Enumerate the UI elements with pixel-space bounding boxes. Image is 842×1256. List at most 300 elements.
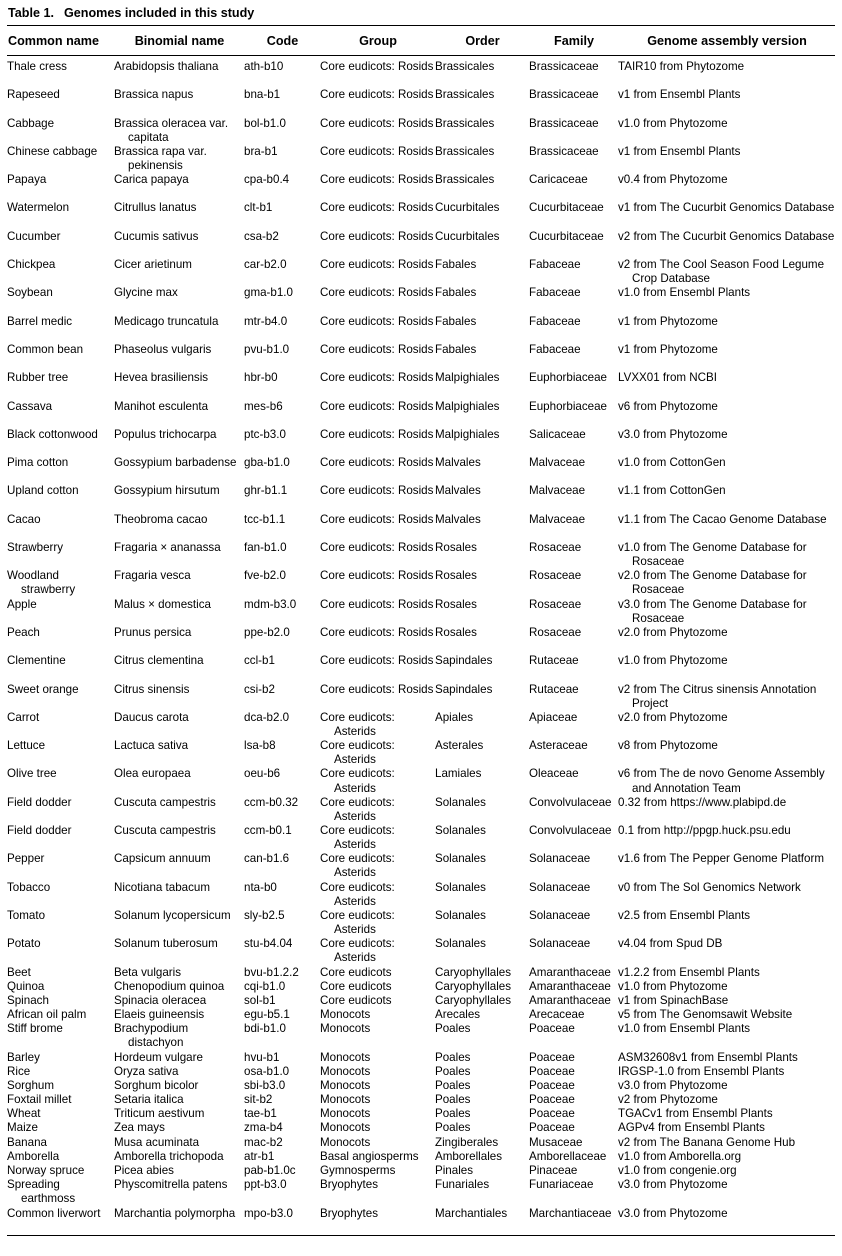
code-cell	[244, 1022, 320, 1050]
table-row	[7, 711, 835, 739]
order-cell	[435, 824, 529, 852]
binomial-name-cell	[114, 966, 244, 980]
binomial-name-cell	[114, 937, 244, 965]
group-cell-text: Core eudicots: Rosids	[320, 314, 434, 328]
order-cell	[435, 1022, 529, 1050]
assembly-version-cell-text: ASM32608v1 from Ensembl Plants	[618, 1050, 798, 1064]
common-name-cell	[7, 654, 114, 682]
common-name-cell	[7, 56, 114, 89]
order-cell-text: Solanales	[435, 880, 486, 894]
assembly-version-cell-text: v3.0 from Phytozome	[618, 1078, 728, 1092]
common-name-cell-text: Sorghum	[7, 1078, 55, 1092]
family-cell-text: Caricaceae	[529, 173, 588, 187]
common-name-cell-text: Strawberry	[7, 541, 64, 555]
group-cell-text: Core eudicots: Rosids	[320, 342, 434, 356]
family-cell-text: Poaceae	[529, 1050, 575, 1064]
order-cell	[435, 626, 529, 654]
common-name-cell-text: Peach	[7, 625, 40, 639]
group-cell-text: Core eudicots	[320, 993, 392, 1007]
group-cell-text: Monocots	[320, 1107, 371, 1121]
binomial-name-cell-text: Cuscuta campestris	[114, 824, 216, 838]
family-cell-text: Asteraceae	[529, 739, 588, 753]
family-cell-text: Poaceae	[529, 1093, 575, 1107]
group-cell-text: Core eudicots: Rosids	[320, 201, 434, 215]
code-cell-text: mes-b6	[244, 399, 283, 413]
code-cell-text: sbi-b3.0	[244, 1078, 286, 1092]
family-cell-text: Marchantiaceae	[529, 1206, 612, 1220]
assembly-version-cell-text: v1.0 from CottonGen	[618, 456, 726, 470]
common-name-cell-text: Barrel medic	[7, 314, 73, 328]
code-cell-text: bol-b1.0	[244, 116, 286, 130]
group-cell	[320, 117, 435, 145]
code-cell	[244, 881, 320, 909]
common-name-cell	[7, 400, 114, 428]
group-cell	[320, 428, 435, 456]
order-cell-text: Malvales	[435, 456, 481, 470]
family-cell	[529, 1008, 618, 1022]
common-name-cell	[7, 230, 114, 258]
order-cell-text: Rosales	[435, 597, 477, 611]
family-cell	[529, 1079, 618, 1093]
common-name-cell	[7, 286, 114, 314]
family-cell-text: Musaceae	[529, 1135, 583, 1149]
code-cell	[244, 1150, 320, 1164]
family-cell-text: Amaranthaceae	[529, 993, 611, 1007]
family-cell	[529, 1022, 618, 1050]
assembly-version-cell-text: v1.0 from Phytozome	[618, 979, 728, 993]
table-row	[7, 286, 835, 314]
table-row	[7, 852, 835, 880]
binomial-name-cell	[114, 654, 244, 682]
family-cell	[529, 824, 618, 852]
order-cell	[435, 881, 529, 909]
group-cell	[320, 966, 435, 980]
order-cell	[435, 258, 529, 286]
code-cell-text: gma-b1.0	[244, 286, 293, 300]
binomial-name-cell	[114, 201, 244, 229]
code-cell-text: hbr-b0	[244, 371, 278, 385]
table-row	[7, 569, 835, 597]
assembly-version-cell-text: v2.5 from Ensembl Plants	[618, 908, 751, 922]
group-cell-text: Core eudicots: Asterids	[320, 710, 395, 738]
code-cell	[244, 145, 320, 173]
group-cell	[320, 626, 435, 654]
family-cell	[529, 598, 618, 626]
assembly-version-cell-text: v8 from Phytozome	[618, 739, 718, 753]
family-cell-text: Arecaceae	[529, 1008, 585, 1022]
assembly-version-cell-text: v0 from The Sol Genomics Network	[618, 880, 801, 894]
family-cell	[529, 1107, 618, 1121]
code-cell-text: lsa-b8	[244, 739, 276, 753]
family-cell	[529, 173, 618, 201]
code-cell	[244, 258, 320, 286]
family-cell	[529, 966, 618, 980]
common-name-cell	[7, 1164, 114, 1178]
order-cell-text: Cucurbitales	[435, 229, 500, 243]
common-name-cell	[7, 909, 114, 937]
common-name-cell-text: Stiff brome	[7, 1022, 63, 1036]
assembly-version-cell	[618, 428, 835, 456]
table-caption	[8, 4, 835, 22]
binomial-name-cell	[114, 343, 244, 371]
group-cell-text: Monocots	[320, 1008, 371, 1022]
group-cell	[320, 1107, 435, 1121]
group-cell-text: Core eudicots: Rosids	[320, 569, 434, 583]
code-cell-text: fan-b1.0	[244, 541, 287, 555]
assembly-version-cell-text: LVXX01 from NCBI	[618, 371, 718, 385]
assembly-version-cell-text: v1.0 from Phytozome	[618, 654, 728, 668]
order-cell	[435, 1008, 529, 1022]
table-row	[7, 966, 835, 980]
assembly-version-cell-text: v1.0 from Amborella.org	[618, 1149, 742, 1163]
group-cell-text: Core eudicots: Rosids	[320, 144, 434, 158]
group-cell	[320, 541, 435, 569]
common-name-cell-text: Carrot	[7, 710, 40, 724]
group-cell-text: Gymnosperms	[320, 1164, 396, 1178]
table-row	[7, 654, 835, 682]
order-cell-text: Sapindales	[435, 682, 493, 696]
family-cell-text: Rutaceae	[529, 682, 579, 696]
family-cell	[529, 258, 618, 286]
binomial-name-cell	[114, 428, 244, 456]
family-cell	[529, 1136, 618, 1150]
common-name-cell-text: Spreading earthmoss	[7, 1178, 76, 1206]
order-cell-text: Poales	[435, 1050, 471, 1064]
order-cell-text: Amborellales	[435, 1149, 503, 1163]
common-name-cell	[7, 315, 114, 343]
group-cell	[320, 1121, 435, 1135]
common-name-cell-text: Wheat	[7, 1107, 41, 1121]
binomial-name-cell	[114, 909, 244, 937]
family-cell	[529, 1051, 618, 1065]
order-cell-text: Poales	[435, 1121, 471, 1135]
code-cell	[244, 541, 320, 569]
common-name-cell	[7, 484, 114, 512]
common-name-cell	[7, 881, 114, 909]
common-name-cell-text: Banana	[7, 1135, 47, 1149]
common-name-cell-text: Quinoa	[7, 979, 45, 993]
header-binomial-name: Binomial name	[134, 33, 225, 48]
binomial-name-cell	[114, 258, 244, 286]
binomial-name-cell-text: Lactuca sativa	[114, 739, 189, 753]
binomial-name-cell	[114, 484, 244, 512]
family-cell-text: Poaceae	[529, 1107, 575, 1121]
common-name-cell	[7, 767, 114, 795]
family-cell	[529, 343, 618, 371]
order-cell-text: Solanales	[435, 795, 486, 809]
assembly-version-cell	[618, 1207, 835, 1236]
group-cell	[320, 484, 435, 512]
code-cell-text: csa-b2	[244, 229, 279, 243]
code-cell-text: sit-b2	[244, 1093, 273, 1107]
binomial-name-cell	[114, 569, 244, 597]
family-cell-text: Solanaceae	[529, 908, 591, 922]
family-cell	[529, 315, 618, 343]
family-cell-text: Poaceae	[529, 1022, 575, 1036]
order-cell	[435, 541, 529, 569]
common-name-cell-text: Watermelon	[7, 201, 70, 215]
genomes-table	[7, 25, 835, 1236]
order-cell-text: Pinales	[435, 1164, 474, 1178]
assembly-version-cell-text: v0.4 from Phytozome	[618, 173, 728, 187]
order-cell	[435, 1107, 529, 1121]
binomial-name-cell	[114, 1079, 244, 1093]
order-cell-text: Malpighiales	[435, 399, 500, 413]
binomial-name-cell-text: Populus trichocarpa	[114, 427, 217, 441]
group-cell-text: Core eudicots: Rosids	[320, 399, 434, 413]
binomial-name-cell-text: Glycine max	[114, 286, 178, 300]
family-cell-text: Rosaceae	[529, 541, 582, 555]
binomial-name-cell	[114, 711, 244, 739]
group-cell-text: Bryophytes	[320, 1206, 378, 1220]
group-cell-text: Core eudicots: Asterids	[320, 937, 395, 965]
binomial-name-cell	[114, 117, 244, 145]
code-cell-text: bra-b1	[244, 144, 278, 158]
assembly-version-cell	[618, 683, 835, 711]
assembly-version-cell-text: TGACv1 from Ensembl Plants	[618, 1107, 773, 1121]
group-cell-text: Core eudicots: Rosids	[320, 654, 434, 668]
common-name-cell	[7, 541, 114, 569]
common-name-cell-text: Foxtail millet	[7, 1093, 72, 1107]
assembly-version-cell	[618, 1121, 835, 1135]
binomial-name-cell-text: Gossypium barbadense	[114, 456, 237, 470]
common-name-cell	[7, 173, 114, 201]
order-cell-text: Sapindales	[435, 654, 493, 668]
family-cell-text: Solanaceae	[529, 852, 591, 866]
binomial-name-cell	[114, 1121, 244, 1135]
order-cell	[435, 1121, 529, 1135]
binomial-name-cell	[114, 1107, 244, 1121]
binomial-name-cell	[114, 286, 244, 314]
group-cell-text: Core eudicots: Rosids	[320, 427, 434, 441]
header-code: Code	[266, 33, 299, 48]
assembly-version-cell-text: v6 from Phytozome	[618, 399, 718, 413]
assembly-version-cell-text: v1.0 from congenie.org	[618, 1164, 737, 1178]
table-row	[7, 371, 835, 399]
code-cell-text: hvu-b1	[244, 1050, 280, 1064]
code-cell-text: clt-b1	[244, 201, 273, 215]
assembly-version-cell	[618, 1107, 835, 1121]
binomial-name-cell-text: Beta vulgaris	[114, 965, 182, 979]
order-cell-text: Rosales	[435, 569, 477, 583]
family-cell-text: Amborellaceae	[529, 1149, 607, 1163]
assembly-version-cell-text: v1.0 from The Genome Database for Rosaceae	[618, 541, 807, 569]
binomial-name-cell	[114, 824, 244, 852]
order-cell	[435, 937, 529, 965]
binomial-name-cell	[114, 626, 244, 654]
code-cell	[244, 173, 320, 201]
common-name-cell-text: Upland cotton	[7, 484, 79, 498]
common-name-cell-text: Amborella	[7, 1149, 60, 1163]
common-name-cell	[7, 1093, 114, 1107]
order-cell	[435, 1065, 529, 1079]
code-cell-text: can-b1.6	[244, 852, 290, 866]
common-name-cell	[7, 88, 114, 116]
assembly-version-cell	[618, 739, 835, 767]
order-cell	[435, 1051, 529, 1065]
binomial-name-cell	[114, 1051, 244, 1065]
code-cell-text: pab-b1.0c	[244, 1164, 296, 1178]
order-cell-text: Lamiales	[435, 767, 482, 781]
common-name-cell	[7, 569, 114, 597]
assembly-version-cell	[618, 456, 835, 484]
assembly-version-cell	[618, 1150, 835, 1164]
group-cell-text: Core eudicots: Rosids	[320, 456, 434, 470]
order-cell-text: Poales	[435, 1064, 471, 1078]
group-cell	[320, 767, 435, 795]
table-title: Genomes included in this study	[63, 6, 255, 20]
code-cell-text: dca-b2.0	[244, 710, 290, 724]
table-row	[7, 739, 835, 767]
order-cell-text: Solanales	[435, 908, 486, 922]
group-cell	[320, 1150, 435, 1164]
common-name-cell-text: Cacao	[7, 512, 41, 526]
family-cell-text: Euphorbiaceae	[529, 371, 607, 385]
group-cell	[320, 980, 435, 994]
order-cell-text: Fabales	[435, 342, 477, 356]
common-name-cell	[7, 1065, 114, 1079]
code-cell-text: osa-b1.0	[244, 1064, 290, 1078]
code-cell-text: ppt-b3.0	[244, 1178, 287, 1192]
family-cell-text: Malvaceae	[529, 512, 586, 526]
order-cell	[435, 598, 529, 626]
common-name-cell	[7, 258, 114, 286]
order-cell-text: Rosales	[435, 541, 477, 555]
family-cell	[529, 937, 618, 965]
family-cell-text: Brassicaceae	[529, 116, 599, 130]
binomial-name-cell	[114, 56, 244, 89]
assembly-version-cell	[618, 796, 835, 824]
group-cell	[320, 145, 435, 173]
family-cell	[529, 456, 618, 484]
assembly-version-cell	[618, 994, 835, 1008]
assembly-version-cell	[618, 88, 835, 116]
binomial-name-cell	[114, 371, 244, 399]
table-row	[7, 1178, 835, 1206]
family-cell	[529, 1065, 618, 1079]
order-cell-text: Brassicales	[435, 144, 495, 158]
assembly-version-cell	[618, 513, 835, 541]
common-name-cell-text: Clementine	[7, 654, 66, 668]
group-cell-text: Core eudicots: Asterids	[320, 824, 395, 852]
family-cell	[529, 654, 618, 682]
table-row	[7, 201, 835, 229]
group-cell	[320, 456, 435, 484]
family-cell-text: Malvaceae	[529, 456, 586, 470]
group-cell	[320, 569, 435, 597]
family-cell-text: Poaceae	[529, 1121, 575, 1135]
header-family: Family	[554, 33, 594, 48]
order-cell	[435, 739, 529, 767]
common-name-cell-text: Lettuce	[7, 739, 46, 753]
code-cell	[244, 1008, 320, 1022]
assembly-version-cell-text: v1.2.2 from Ensembl Plants	[618, 965, 760, 979]
common-name-cell-text: Pepper	[7, 852, 45, 866]
common-name-cell-text: Rice	[7, 1064, 31, 1078]
order-cell	[435, 371, 529, 399]
code-cell	[244, 683, 320, 711]
family-cell-text: Brassicaceae	[529, 60, 599, 73]
family-cell	[529, 117, 618, 145]
assembly-version-cell	[618, 201, 835, 229]
binomial-name-cell-text: Citrullus lanatus	[114, 201, 197, 215]
code-cell	[244, 88, 320, 116]
assembly-version-cell	[618, 484, 835, 512]
assembly-version-cell	[618, 541, 835, 569]
table-row	[7, 796, 835, 824]
table-row	[7, 1065, 835, 1079]
family-cell	[529, 400, 618, 428]
common-name-cell	[7, 683, 114, 711]
family-cell-text: Solanaceae	[529, 880, 591, 894]
family-cell	[529, 909, 618, 937]
group-cell-text: Basal angiosperms	[320, 1149, 419, 1163]
code-cell-text: zma-b4	[244, 1121, 283, 1135]
order-cell-text: Fabales	[435, 258, 477, 272]
group-cell-text: Core eudicots: Rosids	[320, 258, 434, 272]
binomial-name-cell	[114, 173, 244, 201]
order-cell-text: Marchantiales	[435, 1206, 508, 1220]
group-cell	[320, 1178, 435, 1206]
common-name-cell-text: Soybean	[7, 286, 53, 300]
common-name-cell	[7, 852, 114, 880]
order-cell	[435, 230, 529, 258]
group-cell-text: Monocots	[320, 1078, 371, 1092]
common-name-cell-text: Black cottonwood	[7, 427, 98, 441]
assembly-version-cell	[618, 909, 835, 937]
assembly-version-cell-text: v2.0 from Phytozome	[618, 625, 728, 639]
family-cell	[529, 88, 618, 116]
common-name-cell-text: Tobacco	[7, 880, 51, 894]
order-cell-text: Caryophyllales	[435, 979, 512, 993]
code-cell	[244, 484, 320, 512]
binomial-name-cell-text: Arabidopsis thaliana	[114, 60, 219, 73]
binomial-name-cell-text: Chenopodium quinoa	[114, 979, 225, 993]
assembly-version-cell	[618, 230, 835, 258]
order-cell-text: Malvales	[435, 512, 481, 526]
order-cell-text: Solanales	[435, 852, 486, 866]
assembly-version-cell	[618, 711, 835, 739]
code-cell-text: sol-b1	[244, 993, 276, 1007]
group-cell-text: Core eudicots: Asterids	[320, 852, 395, 880]
common-name-cell-text: Spinach	[7, 993, 49, 1007]
table-row	[7, 117, 835, 145]
binomial-name-cell-text: Brachypodium distachyon	[114, 1022, 189, 1050]
header-common-name: Common name	[8, 33, 99, 48]
family-cell	[529, 541, 618, 569]
order-cell	[435, 513, 529, 541]
common-name-cell	[7, 201, 114, 229]
table-row	[7, 145, 835, 173]
order-cell-text: Malvales	[435, 484, 481, 498]
family-cell	[529, 201, 618, 229]
code-cell	[244, 739, 320, 767]
table-row	[7, 1093, 835, 1107]
group-cell	[320, 683, 435, 711]
common-name-cell-text: Maize	[7, 1121, 38, 1135]
binomial-name-cell-text: Marchantia polymorpha	[114, 1206, 236, 1220]
group-cell-text: Core eudicots: Rosids	[320, 682, 434, 696]
assembly-version-cell-text: v1 from The Cucurbit Genomics Database	[618, 201, 835, 215]
common-name-cell	[7, 626, 114, 654]
common-name-cell-text: Chinese cabbage	[7, 144, 98, 158]
code-cell	[244, 513, 320, 541]
order-cell-text: Cucurbitales	[435, 201, 500, 215]
table-figure	[7, 4, 835, 1236]
family-cell	[529, 980, 618, 994]
code-cell	[244, 937, 320, 965]
group-cell	[320, 824, 435, 852]
